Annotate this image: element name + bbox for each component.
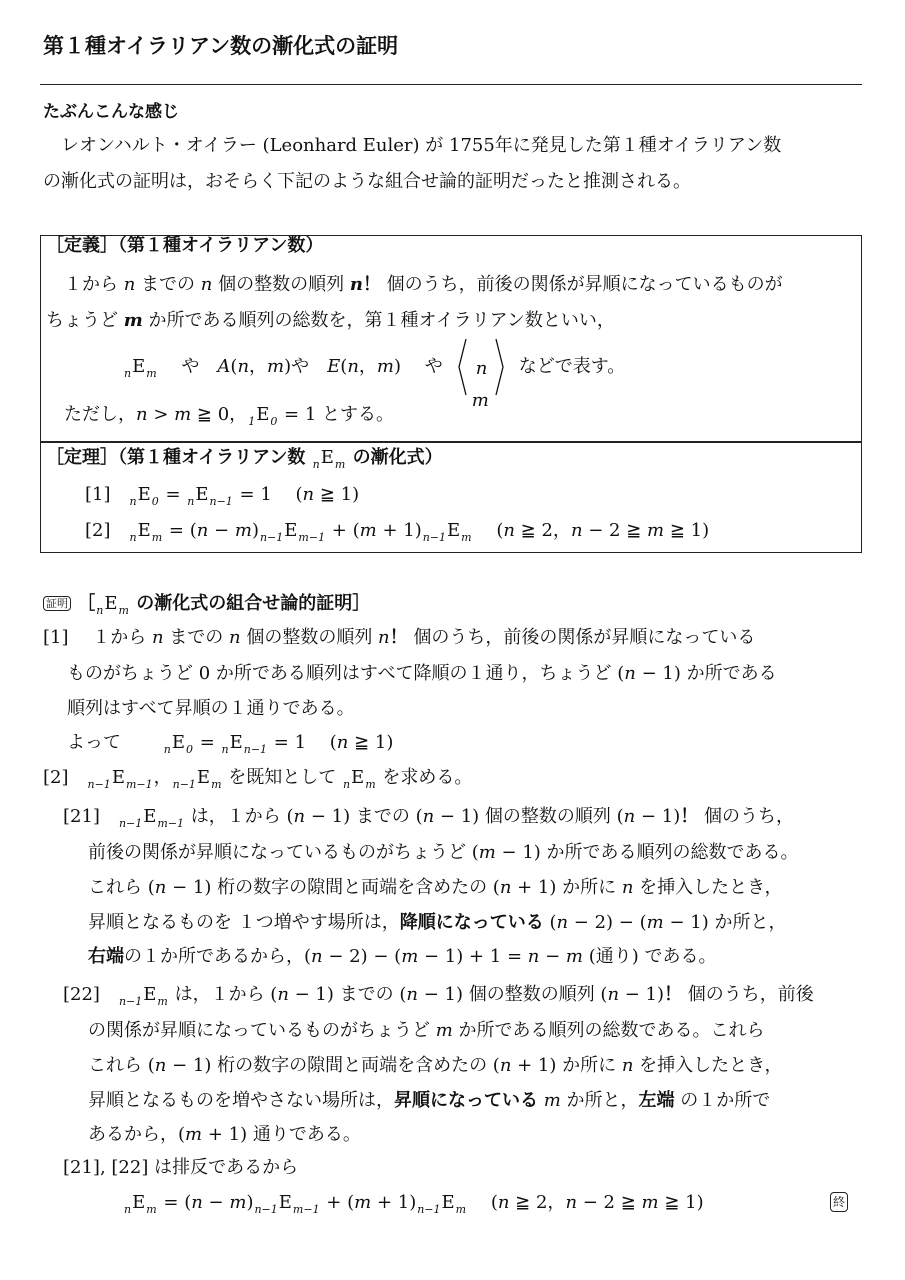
text-segment: − 2) − ( xyxy=(568,912,647,933)
text-segment: ) xyxy=(246,1192,254,1213)
proof-line xyxy=(63,983,814,1007)
text-segment: の漸化式） xyxy=(346,447,443,468)
math-subscript: n−1 xyxy=(259,531,284,544)
text-segment: を挿入したとき， xyxy=(633,1055,783,1076)
text-segment: ≧ 2， xyxy=(514,520,571,541)
text-segment: E xyxy=(278,1192,292,1213)
text-segment: − xyxy=(202,1192,230,1213)
text-segment: n xyxy=(151,627,164,648)
text-segment: ( xyxy=(340,356,348,377)
text-segment: や xyxy=(157,356,218,377)
text-segment: [1] １から xyxy=(43,627,152,648)
text-segment: 個のうち，前後の関係が昇順になっているものが xyxy=(380,274,783,295)
math-subscript: n xyxy=(221,743,229,756)
text-segment: + 1) xyxy=(371,1192,417,1213)
math-subscript: n xyxy=(163,743,171,756)
text-segment: − 1) か所と， xyxy=(663,912,787,933)
text-segment: ただし， xyxy=(64,404,136,425)
text-segment: m xyxy=(376,356,394,377)
proof-line xyxy=(88,1089,770,1113)
text-segment: 個の整数の順列 xyxy=(240,627,379,648)
text-segment: E xyxy=(143,984,157,1005)
text-segment: m xyxy=(234,520,252,541)
text-segment: ≧ 1) xyxy=(314,484,360,505)
text-segment: + 1) 通りである。 xyxy=(202,1124,361,1145)
text-segment: n xyxy=(123,274,136,295)
math-subscript: m−1 xyxy=(157,817,185,830)
text-segment: の漸化式の証明は，おそらく下記のような組合せ論的証明だったと推測される。 xyxy=(43,171,691,192)
math-subscript: m−1 xyxy=(125,778,153,791)
text-segment: m xyxy=(229,1192,247,1213)
text-segment: ≧ 1) xyxy=(348,732,394,753)
end-mark: 終 xyxy=(830,1192,848,1212)
math-subscript: n xyxy=(129,495,137,508)
proof-heading xyxy=(43,592,370,616)
text-segment: 昇順になっている xyxy=(394,1090,538,1111)
text-segment: E xyxy=(104,593,118,614)
math-subscript: m xyxy=(211,778,222,791)
text-segment: m xyxy=(267,356,285,377)
text-segment: [1] xyxy=(85,484,129,505)
text-segment: ちょうど xyxy=(46,310,124,331)
theorem-item-1 xyxy=(85,483,359,507)
proof-line xyxy=(88,1123,361,1147)
math-subscript: m−1 xyxy=(292,1203,320,1216)
math-subscript: m xyxy=(455,1203,467,1216)
math-subscript: m xyxy=(334,458,346,471)
text-segment: n xyxy=(621,877,634,898)
text-segment: − 1) + 1 = xyxy=(418,946,528,967)
text-segment: などで表す。 xyxy=(518,356,626,377)
text-segment: ！ xyxy=(362,274,381,295)
notation-suffix xyxy=(519,356,626,377)
text-segment: = xyxy=(193,732,221,753)
text-segment: E xyxy=(351,767,365,788)
text-segment: ≧ 0， xyxy=(191,404,248,425)
math-subscript: n xyxy=(342,778,351,791)
text-segment: ［定義］（第１種オイラリアン数） xyxy=(46,235,324,256)
math-subscript: m xyxy=(151,531,163,544)
proof-line xyxy=(88,1019,765,1043)
text-segment: 昇順となるものを １つ増やす場所は， xyxy=(88,912,400,933)
proof-line xyxy=(67,697,355,721)
text-segment: − 1) 個の整数の順列 ( xyxy=(417,984,608,1005)
text-segment: n xyxy=(200,274,213,295)
text-segment: E xyxy=(111,767,125,788)
text-segment: n xyxy=(565,1192,578,1213)
math-subscript: 1 xyxy=(248,415,256,428)
text-segment: E xyxy=(447,520,461,541)
math-subscript: n−1 xyxy=(172,778,196,791)
title-divider xyxy=(40,84,862,85)
text-segment: )や xyxy=(284,356,328,377)
text-segment: m xyxy=(185,1124,203,1145)
text-segment: 個のうち，前後 xyxy=(682,984,814,1005)
text-segment: = xyxy=(159,484,187,505)
text-segment: までの xyxy=(135,274,201,295)
text-segment: ， xyxy=(153,767,172,788)
text-segment: 右端 xyxy=(88,946,124,967)
text-segment: m xyxy=(123,310,143,331)
math-subscript: n xyxy=(124,367,132,380)
text-segment: E xyxy=(143,806,157,827)
text-segment: の１か所であるから，( xyxy=(124,946,312,967)
math-subscript: n−1 xyxy=(209,495,233,508)
definition-line xyxy=(64,273,783,297)
text-segment: E xyxy=(171,732,185,753)
subtitle: たぶんこんな感じ xyxy=(43,102,179,122)
text-segment: E xyxy=(137,484,151,505)
text-segment: E xyxy=(196,767,211,788)
text-segment: > xyxy=(147,404,175,425)
text-segment: [21] xyxy=(63,806,118,827)
text-segment: [21], [22] は排反であるから xyxy=(63,1157,299,1178)
text-segment: ， xyxy=(249,356,268,377)
text-segment: E xyxy=(132,1192,146,1213)
text-segment: の関係が昇順になっているものがちょうど xyxy=(88,1020,436,1041)
text-segment: 個の整数の順列 xyxy=(212,274,350,295)
intro-line xyxy=(43,170,691,194)
text-segment: n xyxy=(556,912,569,933)
proof-line xyxy=(43,766,472,790)
page-title: 第１種オイラリアン数の漸化式の証明 xyxy=(43,34,399,58)
text-segment: か所である順列の総数を，第１種オイラリアン数といい， xyxy=(142,310,615,331)
proof-line xyxy=(88,911,786,935)
text-segment: [2] xyxy=(85,520,129,541)
text-segment: n xyxy=(277,984,289,1005)
text-segment: は，１から ( xyxy=(168,984,278,1005)
text-segment: + 1) か所に xyxy=(511,877,622,898)
text-segment: 個のうち， xyxy=(698,806,794,827)
proof-line xyxy=(43,626,755,650)
text-segment: + ( xyxy=(320,1192,355,1213)
theorem-heading xyxy=(46,446,443,470)
text-segment: + 1) xyxy=(376,520,422,541)
text-segment: 降順になっている xyxy=(399,912,544,933)
text-segment: n xyxy=(311,946,323,967)
text-segment: E xyxy=(284,520,298,541)
math-subscript: m xyxy=(118,604,129,617)
text-segment: (通り) である。 xyxy=(582,946,717,967)
text-segment: n xyxy=(293,806,306,827)
text-segment: ( xyxy=(230,356,238,377)
notation-list xyxy=(123,356,443,380)
text-segment: n xyxy=(503,520,515,541)
text-segment: = 1 ( xyxy=(268,732,337,753)
text-segment: n xyxy=(349,274,363,295)
text-segment: を求める。 xyxy=(376,767,473,788)
text-segment: ( xyxy=(543,912,557,933)
proof-line xyxy=(88,1054,782,1078)
proof-line xyxy=(63,805,794,829)
definition-condition xyxy=(64,403,394,427)
text-segment: − 1) 桁の数字の隙間と両端を含めたの ( xyxy=(166,877,500,898)
proof-line xyxy=(123,1191,704,1215)
text-segment: ものがちょうど 0 か所である順列はすべて降順の１通り，ちょうど ( xyxy=(67,663,625,684)
angle-bracket-notation xyxy=(457,337,505,411)
text-segment: n xyxy=(499,1055,512,1076)
text-segment: = 1 ( xyxy=(233,484,303,505)
text-segment: m xyxy=(478,842,496,863)
text-segment: ) xyxy=(251,520,259,541)
text-segment: は，１から ( xyxy=(185,806,294,827)
text-segment: − 1) 個の整数の順列 ( xyxy=(434,806,624,827)
math-subscript: n−1 xyxy=(118,995,143,1008)
math-subscript: n xyxy=(129,531,137,544)
text-segment: − xyxy=(539,946,566,967)
text-segment: n xyxy=(154,877,167,898)
text-segment: n xyxy=(378,627,390,648)
text-segment: １から xyxy=(64,274,124,295)
proof-line xyxy=(88,841,799,865)
proof-line xyxy=(63,1156,298,1180)
text-segment: E xyxy=(132,356,146,377)
text-segment: E xyxy=(137,520,151,541)
text-segment: n xyxy=(229,627,241,648)
text-segment: ［ xyxy=(71,593,96,614)
text-segment: − 2) − ( xyxy=(322,946,402,967)
text-segment: を挿入したとき， xyxy=(633,877,783,898)
math-subscript: m xyxy=(146,367,157,380)
text-segment: ≧ 2， xyxy=(509,1192,566,1213)
text-segment: よって xyxy=(67,732,163,753)
text-segment: n xyxy=(136,404,148,425)
math-subscript: 0 xyxy=(151,495,159,508)
math-subscript: n xyxy=(187,495,195,508)
text-segment: E xyxy=(441,1192,455,1213)
math-subscript: m xyxy=(157,995,168,1008)
definition-heading xyxy=(46,234,323,258)
text-segment: n xyxy=(623,806,636,827)
proof-line xyxy=(88,876,782,900)
text-segment: ≧ 1) xyxy=(664,520,710,541)
text-segment: = ( xyxy=(163,520,197,541)
text-segment: m xyxy=(565,946,583,967)
proof-line xyxy=(67,731,393,755)
text-segment: 左端 xyxy=(638,1090,675,1111)
text-segment: n xyxy=(347,356,359,377)
angle-top: n xyxy=(475,358,488,379)
text-segment: n xyxy=(497,1192,510,1213)
math-subscript: m xyxy=(461,531,472,544)
text-segment: ， xyxy=(358,356,377,377)
text-segment: 順列はすべて昇順の１通りである。 xyxy=(67,698,355,719)
text-segment: − 1) xyxy=(619,984,665,1005)
text-segment: n xyxy=(406,984,418,1005)
text-segment: 昇順となるものを増やさない場所は， xyxy=(88,1090,394,1111)
text-segment: m xyxy=(354,1192,372,1213)
text-segment: m xyxy=(401,946,419,967)
text-segment: n xyxy=(154,1055,167,1076)
text-segment: あるから，( xyxy=(88,1124,186,1145)
text-segment: n xyxy=(336,732,349,753)
text-segment: これら ( xyxy=(88,1055,155,1076)
proof-label-badge: 証明 xyxy=(43,596,71,611)
text-segment: m xyxy=(647,520,665,541)
text-segment: n xyxy=(196,520,209,541)
text-segment: の漸化式の組合せ論的証明］ xyxy=(129,593,371,614)
text-segment: A xyxy=(217,356,231,377)
text-segment: を既知として xyxy=(222,767,342,788)
text-segment: − 1) までの ( xyxy=(305,806,423,827)
text-segment: 前後の関係が昇順になっているものがちょうど ( xyxy=(88,842,479,863)
text-segment: n xyxy=(422,806,435,827)
text-segment: [22] xyxy=(63,984,118,1005)
text-segment: n xyxy=(624,663,636,684)
math-subscript: n xyxy=(124,1203,132,1216)
text-segment: = 1 とする。 xyxy=(278,404,395,425)
text-segment: n xyxy=(499,877,512,898)
math-subscript: m−1 xyxy=(298,531,326,544)
text-segment: = ( xyxy=(157,1192,192,1213)
text-segment: ≧ 1) xyxy=(658,1192,704,1213)
math-subscript: 0 xyxy=(270,415,278,428)
text-segment: [2] xyxy=(43,767,87,788)
proof-line xyxy=(88,945,716,969)
text-segment: − xyxy=(208,520,235,541)
math-subscript: n−1 xyxy=(87,778,111,791)
text-segment: n xyxy=(570,520,583,541)
text-segment: n xyxy=(527,946,540,967)
text-segment: m xyxy=(543,1090,561,1111)
text-segment: − 1) 桁の数字の隙間と両端を含めたの ( xyxy=(166,1055,500,1076)
math-subscript: 0 xyxy=(185,743,193,756)
theorem-item-2 xyxy=(85,519,709,543)
text-segment: これら ( xyxy=(88,877,155,898)
text-segment: の１か所で xyxy=(674,1090,771,1111)
math-subscript: n−1 xyxy=(118,817,143,830)
text-segment: m xyxy=(641,1192,659,1213)
text-segment: E xyxy=(320,447,334,468)
math-subscript: n−1 xyxy=(417,1203,441,1216)
text-segment: − 1) か所である xyxy=(635,663,777,684)
math-subscript: n−1 xyxy=(254,1203,278,1216)
math-subscript: n−1 xyxy=(422,531,447,544)
math-subscript: n xyxy=(96,604,104,617)
text-segment: m xyxy=(174,404,192,425)
text-segment: m xyxy=(359,520,377,541)
text-segment: ( xyxy=(472,520,504,541)
text-segment: E xyxy=(327,356,341,377)
text-segment: ！ xyxy=(664,984,683,1005)
text-segment: ！ xyxy=(680,806,699,827)
text-segment: n xyxy=(621,1055,634,1076)
text-segment: n xyxy=(191,1192,203,1213)
text-segment: か所と， xyxy=(560,1090,639,1111)
text-segment: E xyxy=(195,484,209,505)
text-segment: レオンハルト・オイラー (Leonhard Euler) が 1755年に発見した第１種オイラリアン数 xyxy=(43,135,782,156)
text-segment: ) や xyxy=(393,356,443,377)
math-subscript: n−1 xyxy=(243,743,268,756)
text-segment: − 2 ≧ xyxy=(582,520,648,541)
text-segment: − 2 ≧ xyxy=(577,1192,642,1213)
text-segment: ( xyxy=(467,1192,498,1213)
text-segment: m xyxy=(435,1020,453,1041)
math-subscript: m xyxy=(146,1203,157,1216)
text-segment: 個のうち，前後の関係が昇順になっている xyxy=(407,627,756,648)
text-segment: までの xyxy=(163,627,229,648)
text-segment: m xyxy=(646,912,664,933)
math-subscript: n xyxy=(312,458,320,471)
text-segment: E xyxy=(229,732,243,753)
text-segment: ［定理］（第１種オイラリアン数 xyxy=(46,447,312,468)
math-subscript: m xyxy=(365,778,376,791)
definition-line xyxy=(46,309,615,333)
proof-line xyxy=(67,662,777,686)
text-segment: n xyxy=(607,984,620,1005)
text-segment: E xyxy=(256,404,270,425)
text-segment: + ( xyxy=(326,520,360,541)
angle-bottom: m xyxy=(471,390,489,411)
definition-notation xyxy=(123,337,626,411)
text-segment: − 1) か所である順列の総数である。 xyxy=(495,842,799,863)
text-segment: ！ xyxy=(389,627,408,648)
intro-line xyxy=(43,134,781,158)
text-segment: n xyxy=(302,484,315,505)
text-segment: か所である順列の総数である。これら xyxy=(452,1020,765,1041)
text-segment: − 1) xyxy=(635,806,681,827)
text-segment: n xyxy=(237,356,250,377)
text-segment: + 1) か所に xyxy=(511,1055,622,1076)
text-segment: − 1) までの ( xyxy=(288,984,407,1005)
